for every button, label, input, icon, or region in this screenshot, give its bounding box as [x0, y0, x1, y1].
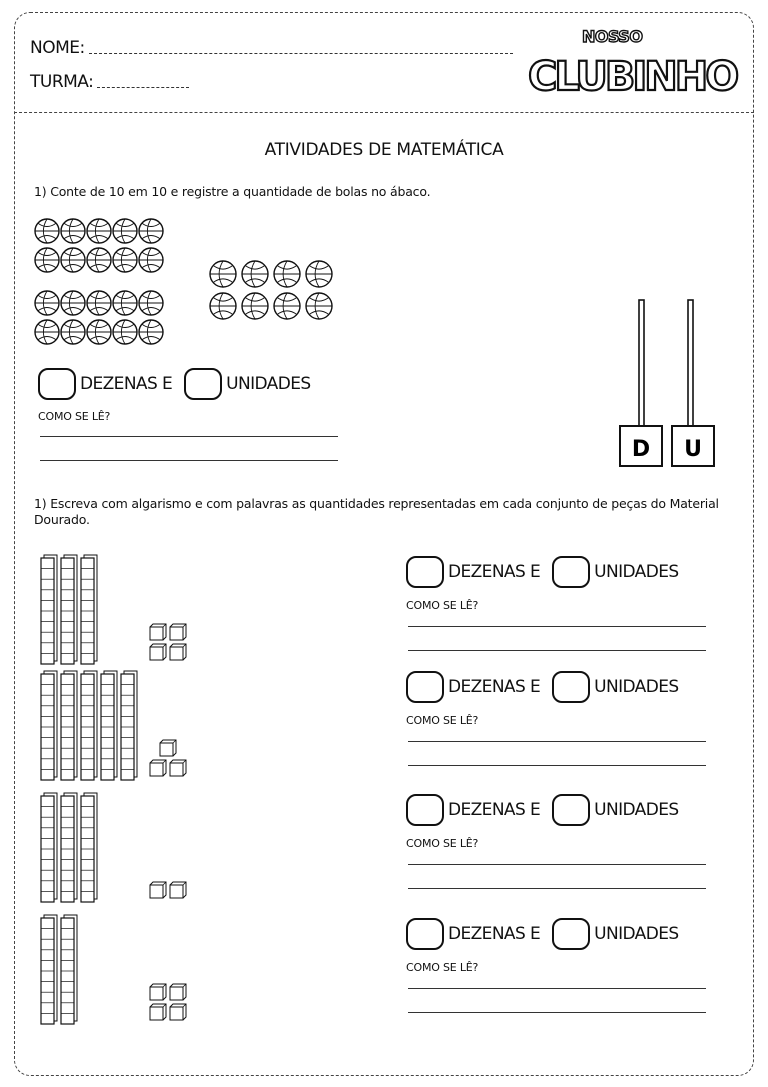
basketball-icon — [61, 219, 85, 243]
write-line[interactable] — [408, 1012, 706, 1013]
basketball-icon — [274, 261, 300, 287]
tens-answer-box[interactable] — [406, 794, 444, 826]
set1-answer — [406, 556, 683, 588]
write-line[interactable] — [408, 864, 706, 865]
tens-answer-box[interactable] — [406, 918, 444, 950]
units-label: UNIDADES — [594, 800, 679, 820]
units-answer-box[interactable] — [184, 368, 222, 400]
ten-rod — [41, 793, 57, 902]
units-answer-box[interactable] — [552, 671, 590, 703]
tens-answer-box[interactable] — [406, 671, 444, 703]
logo-large-text: CLUBINHO — [528, 54, 737, 100]
ten-rod — [41, 555, 57, 664]
basketball-icon — [35, 291, 59, 315]
logo-small-text: NOSSO — [582, 27, 643, 46]
class-field[interactable] — [30, 72, 189, 92]
nosso-clubinho-logo — [524, 22, 746, 104]
basketball-icon — [113, 291, 137, 315]
exercise2-instruction: 1) Escreva com algarismo e com palavras as quantidades representadas em cada conjunto de peças do Material Dourado. — [34, 496, 719, 527]
read-label: COMO SE LÊ? — [406, 837, 479, 850]
tens-label: DEZENAS E — [448, 677, 541, 697]
set4-answer — [406, 918, 683, 950]
units-answer-box[interactable] — [552, 918, 590, 950]
basketball-icon — [113, 320, 137, 344]
ball-group-right — [207, 258, 337, 324]
tens-answer-box[interactable] — [38, 368, 76, 400]
units-label: UNIDADES — [594, 677, 679, 697]
page-title: ATIVIDADES DE MATEMÁTICA — [264, 140, 504, 160]
basketball-icon — [210, 261, 236, 287]
basketball-icon — [35, 219, 59, 243]
material-dourado-set-1 — [38, 552, 198, 666]
basketball-icon — [87, 248, 111, 272]
write-line[interactable] — [408, 888, 706, 889]
tens-label: DEZENAS E — [448, 800, 541, 820]
unit-cube — [170, 644, 186, 660]
read-label: COMO SE LÊ? — [38, 410, 111, 423]
basketball-icon — [113, 248, 137, 272]
basketball-icon — [87, 320, 111, 344]
tens-answer-box[interactable] — [406, 556, 444, 588]
basketball-icon — [139, 248, 163, 272]
basketball-icon — [139, 320, 163, 344]
ten-rod — [61, 915, 77, 1024]
material-dourado-set-4 — [38, 912, 198, 1026]
unit-cube — [150, 644, 166, 660]
basketball-icon — [242, 261, 268, 287]
basketball-icon — [35, 248, 59, 272]
unit-cube — [150, 984, 166, 1000]
ten-rod — [41, 671, 57, 780]
ten-rod — [41, 915, 57, 1024]
basketball-icon — [87, 219, 111, 243]
basketball-icon — [139, 291, 163, 315]
header-divider — [14, 112, 754, 113]
read-label: COMO SE LÊ? — [406, 599, 479, 612]
ten-rod — [81, 793, 97, 902]
class-label: TURMA: — [30, 72, 94, 92]
basketball-icon — [61, 291, 85, 315]
unit-cube — [150, 1004, 166, 1020]
name-blank[interactable] — [89, 53, 513, 54]
units-answer-box[interactable] — [552, 794, 590, 826]
set2-answer — [406, 671, 683, 703]
write-line[interactable] — [408, 765, 706, 766]
abacus — [618, 298, 724, 470]
write-line[interactable] — [408, 988, 706, 989]
unit-cube — [150, 882, 166, 898]
units-label: UNIDADES — [594, 924, 679, 944]
basketball-icon — [113, 219, 137, 243]
abacus-label-d: D — [631, 437, 651, 462]
read-label: COMO SE LÊ? — [406, 714, 479, 727]
ten-rod — [121, 671, 137, 780]
units-label: UNIDADES — [226, 374, 311, 394]
ten-rod — [61, 555, 77, 664]
basketball-icon — [61, 320, 85, 344]
material-dourado-set-3 — [38, 790, 198, 904]
ten-rod — [101, 671, 117, 780]
material-dourado-set-2 — [38, 668, 198, 782]
unit-cube — [170, 760, 186, 776]
basketball-icon — [35, 320, 59, 344]
ten-rod — [61, 793, 77, 902]
write-line[interactable] — [40, 460, 338, 461]
ten-rod — [61, 671, 77, 780]
units-answer-box[interactable] — [552, 556, 590, 588]
basketball-icon — [306, 261, 332, 287]
unit-cube — [160, 740, 176, 756]
unit-cube — [170, 1004, 186, 1020]
write-line[interactable] — [408, 650, 706, 651]
basketball-icon — [210, 293, 236, 319]
abacus-rod-tens — [639, 300, 644, 428]
basketball-icon — [61, 248, 85, 272]
ten-rod — [81, 671, 97, 780]
tens-label: DEZENAS E — [80, 374, 173, 394]
tens-label: DEZENAS E — [448, 562, 541, 582]
exercise1-answer — [38, 368, 315, 400]
exercise1-instruction: 1) Conte de 10 em 10 e registre a quantidade de bolas no ábaco. — [34, 184, 431, 199]
basketball-icon — [139, 219, 163, 243]
abacus-rod-units — [688, 300, 693, 428]
basketball-icon — [274, 293, 300, 319]
name-field[interactable] — [30, 38, 513, 58]
write-line[interactable] — [408, 626, 706, 627]
basketball-icon — [87, 291, 111, 315]
tens-label: DEZENAS E — [448, 924, 541, 944]
unit-cube — [170, 984, 186, 1000]
name-label: NOME: — [30, 38, 85, 58]
class-blank[interactable] — [97, 87, 189, 88]
unit-cube — [170, 882, 186, 898]
units-label: UNIDADES — [594, 562, 679, 582]
set3-answer — [406, 794, 683, 826]
abacus-label-u: U — [684, 437, 702, 462]
read-label: COMO SE LÊ? — [406, 961, 479, 974]
write-line[interactable] — [408, 741, 706, 742]
write-line[interactable] — [40, 436, 338, 437]
ten-rod — [81, 555, 97, 664]
unit-cube — [150, 624, 166, 640]
ball-group-left — [32, 216, 192, 350]
basketball-icon — [306, 293, 332, 319]
unit-cube — [170, 624, 186, 640]
unit-cube — [150, 760, 166, 776]
basketball-icon — [242, 293, 268, 319]
